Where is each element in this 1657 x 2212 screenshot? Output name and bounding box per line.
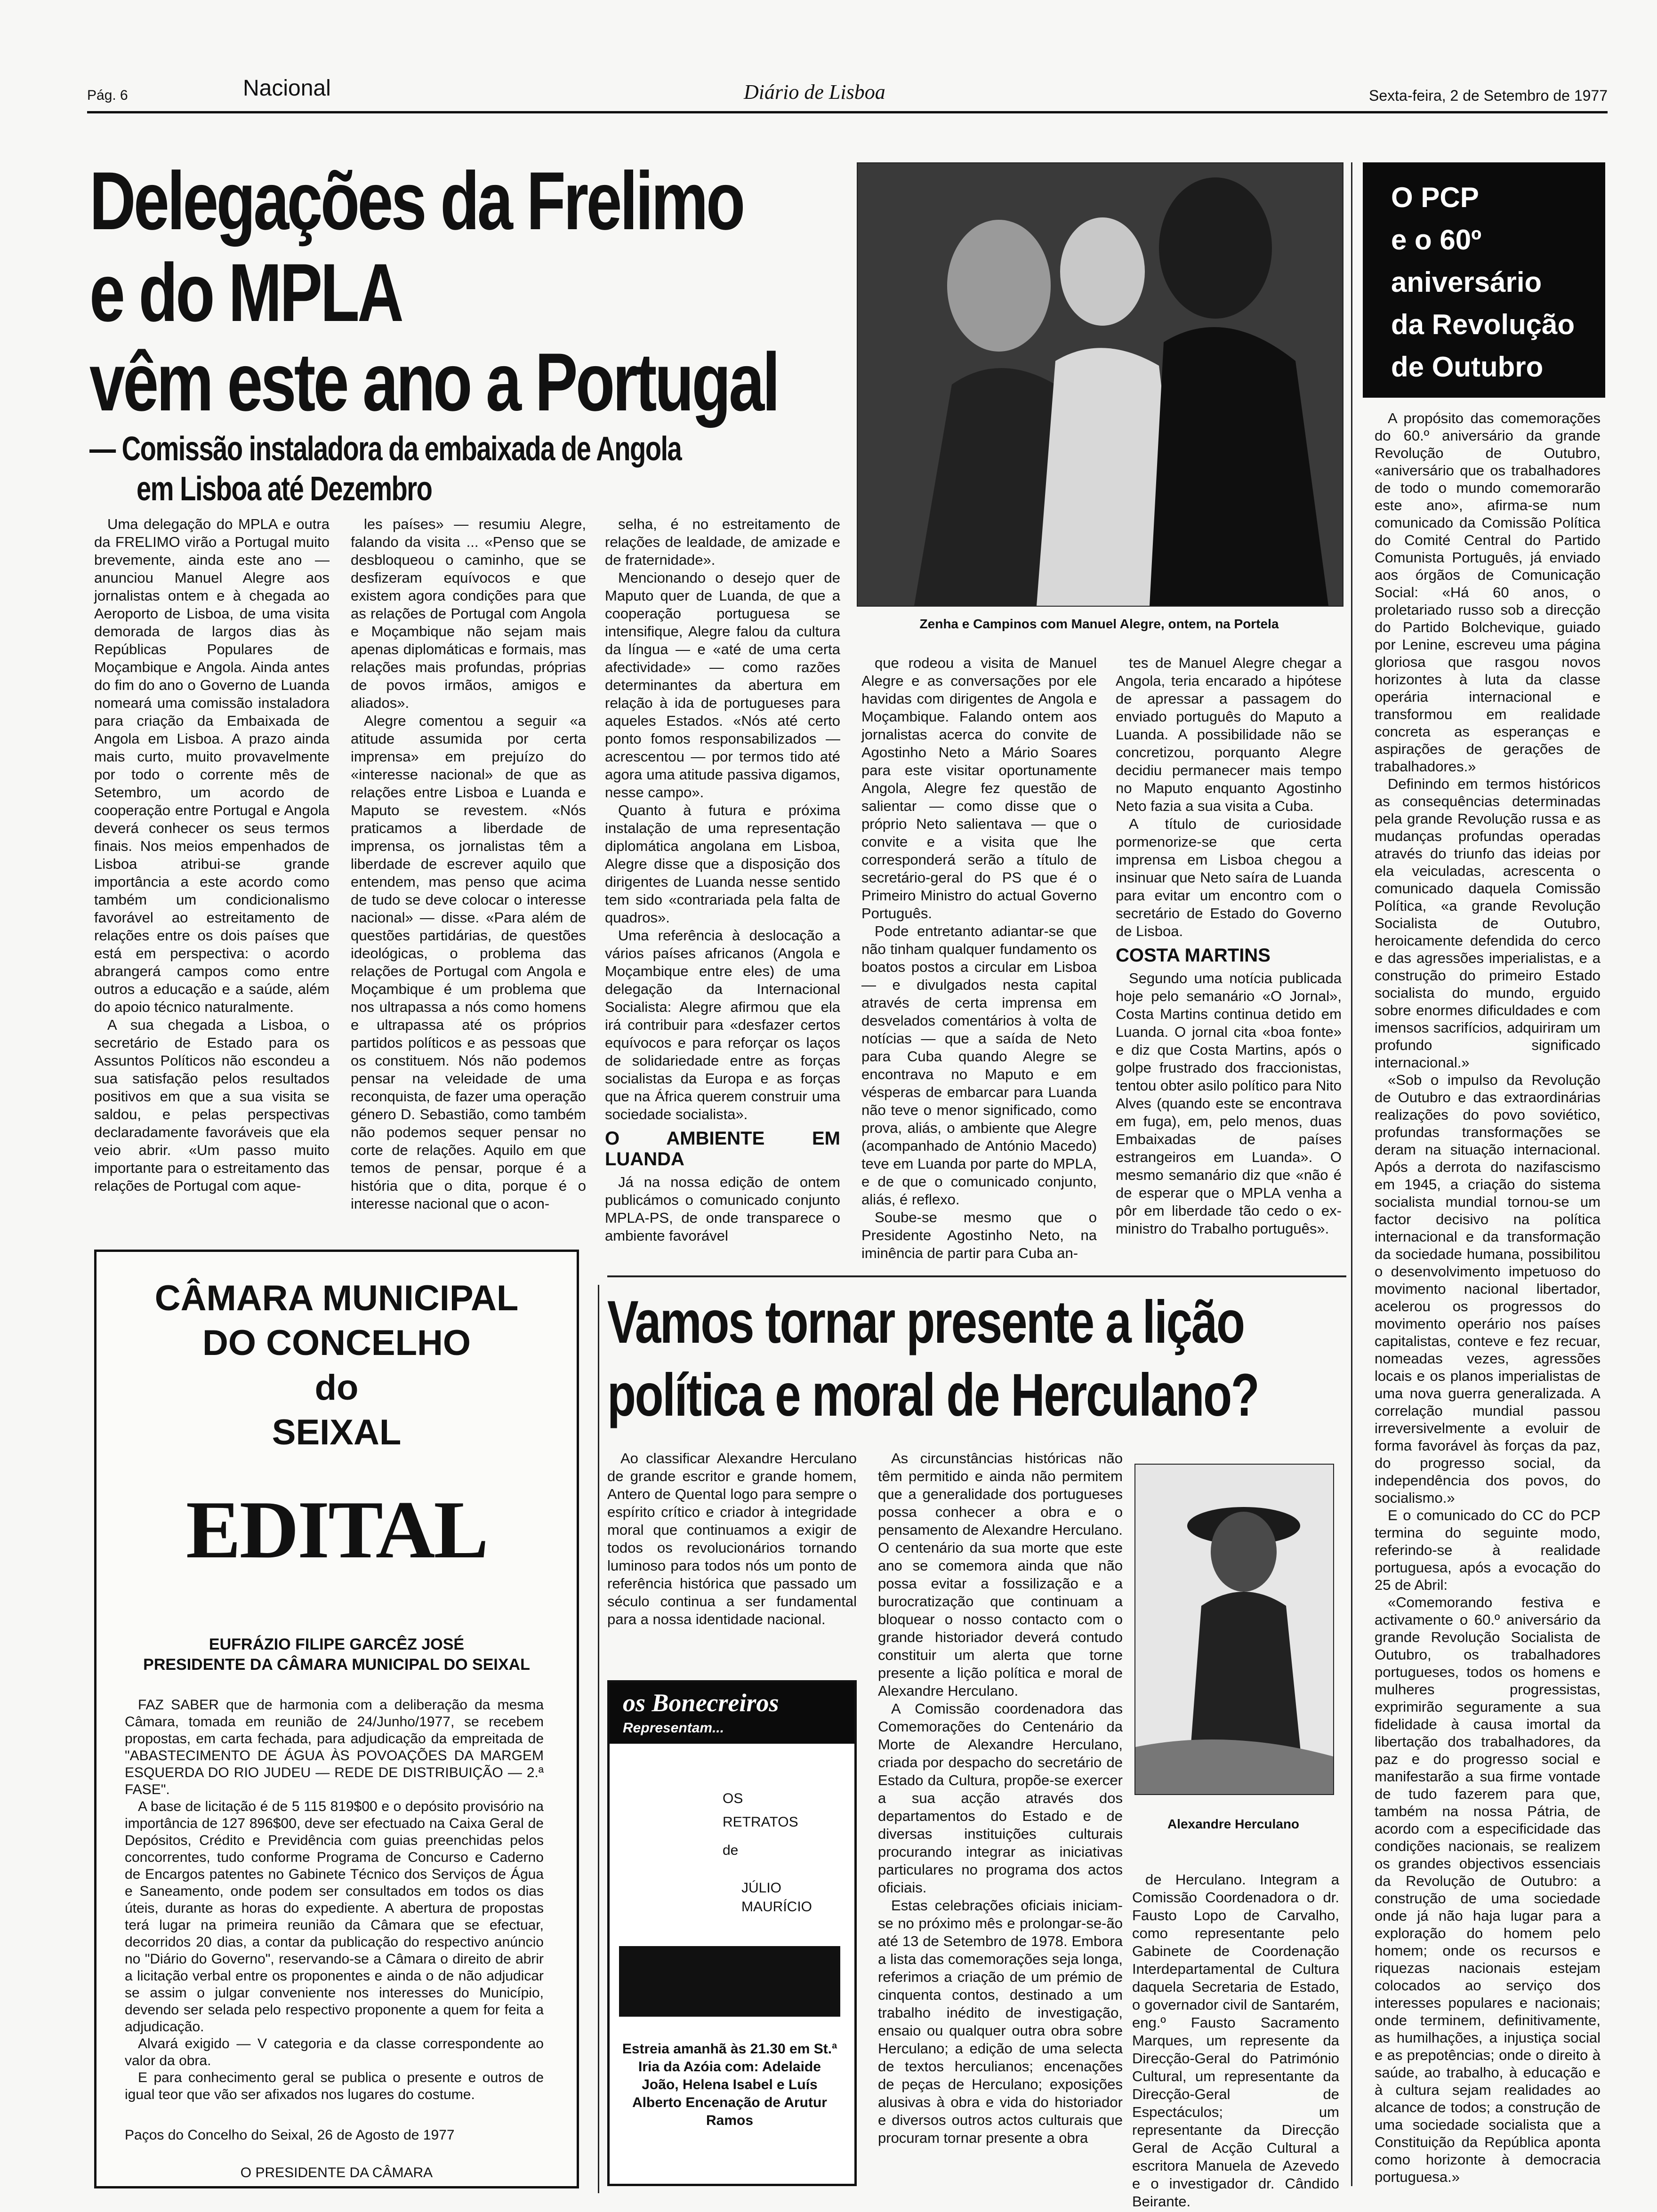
pcp-title-line-5: de Outubro [1391, 351, 1544, 383]
lead-paragraph: Segundo uma notícia publicada hoje pelo semanário «O Jornal», Costa Martins continua detido em Luanda. O jornal cita «boa fonte» e diz que Costa Martins, após o golpe frustrado dos fraccionistas, tentou obter asilo político para Nito Alves (quando este se encontrava em fuga), em, pelo menos, duas Embaixadas de países estrangeiros em Luanda». O mesmo semanário diz que «não é de esperar que o MPLA venha a pôr em liberdade tão cedo o ex-ministro do Trabalho português». [1116, 970, 1342, 1237]
pcp-paragraph: A propósito das comemorações do 60.º aniversário da grande Revolução de Outubro, «aniversário que os trabalhadores de todo o mundo comemorarão este ano», afirma-se num comunicado da Comissão Política do Comité Central do Partido Comunista Português, já enviado aos órgãos de Comunicação Social: «Há 60 anos, o proletariado russo sob a direcção do Partido Bolchevique, guiado por Lenine, escreveu uma página gloriosa que rasgou novos horizontes à luta da classe operária internacional e transformou em realidade concreta as esperanças e aspirações de gerações de trabalhadores.» [1375, 410, 1601, 775]
lead-paragraph: Soube-se mesmo que o Presidente Agostinho Neto, na iminência de partir para Cuba an- [861, 1209, 1097, 1261]
show-title-os: OS [723, 1791, 743, 1806]
edital-paragraph: FAZ SABER que de harmonia com a deliberação da mesma Câmara, tomada em reunião de 24/Junho/1977, se recebem propostas, em carta fechada, para adjudicação da empreitada de "ABASTECIMENTO DE ÁGUA ÀS POVOAÇÕES DA MARGEM ESQUERDA DO RIO JUDEU — REDE DE DISTRIBUIÇÃO — 2.ª FASE". [125, 1697, 544, 1797]
lead-paragraph: Uma referência à deslocação a vários países africanos (Angola e Moçambique entre eles) de uma delegação da Internacional Socialista: Alegre afirmou que ela irá contribuir para «desfazer certos equívocos e para reforçar os laços de solidariedade entre as forças socialistas da Europa e as forças que na África querem construir uma sociedade socialista». [605, 927, 840, 1122]
premiere-info: Estreia amanhã às 21.30 em St.ª Iria da Azóia com: Adelaide João, Helena Isabel e Luís Alberto Encenação de Arutur Ramos [622, 2041, 837, 2128]
lead-headline-line-2: e do MPLA [89, 247, 402, 339]
edital-paragraph: E para conhecimento geral se publica o presente e outros de igual teor que vão ser afixados nos lugares do costume. [125, 2070, 544, 2102]
lead-col-1 [94, 515, 330, 1195]
edital-box [94, 1250, 579, 2188]
lead-paragraph: A título de curiosidade pormenorize-se que certa imprensa em Lisboa chegou a insinuar que Neto saíra de Luanda para evitar um encontro com o secretário de Estado do Governo de Lisboa. [1116, 816, 1342, 939]
pcp-paragraph: «Comemorando festiva e activamente o 60.º aniversário da grande Revolução Socialista de Outubro, os trabalhadores portugueses, todos os homens e mulheres progressistas, exprimirão seguramente a sua fidelidade à causa imortal da libertação dos trabalhadores, da paz e do progresso social e manifestarão a sua firme vontade de tudo fazerem para que, também na nossa Pátria, de acordo com a especificidade das condições nacionais, se realizem os grandes objectivos essenciais da Revolução de Outubro: a construção de uma sociedade onde já não haja lugar para a exploração do homem pelo homem; onde os recursos e riquezas nacionais estejam colocados ao serviço dos interesses populares e nacionais; onde terminem, definitivamente, as humilhações, a injustiça social e as prepotências; onde o direito à saúde, ao trabalho, à educação e à cultura sejam realidades ao alcance de todos; a construção de uma sociedade socialista que a Constituição da República aponta como horizonte à democracia portuguesa.» [1375, 1594, 1601, 2185]
lead-photo [857, 162, 1343, 607]
edital-heading: EDITAL [185, 1484, 488, 1575]
herculano-paragraph: de Herculano. Integram a Comissão Coordenadora o dr. Fausto Lopo de Carvalho, como representante pelo Gabinete de Coordenação Interdepartamental de Cultura daquela Secretaria de Estado, o governador civil de Santarém, eng.º Fausto Sacramento Marques, um represente da Direcção-Geral do Património Cultural, um representante da Direcção-Geral de Espectáculos; um representante da Direcção Geral de Acção Cultural a escritora Manuela de Azevedo e o investigador dr. Cândido Beirante. [1132, 1871, 1339, 2210]
lead-headline-line-3: vêm este ano a Portugal [89, 337, 778, 428]
lead-paragraph: les países» — resumiu Alegre, falando da visita ... «Penso que se desbloqueou o caminho, que se desfizeram equívocos e que existem agora condições para que as relações de Portugal com Angola e Moçambique não sejam mais apenas diplomáticas e formais, mas relações mais profundas, próprias de povos irmãos, amigos e aliados». [351, 516, 586, 711]
pcp-title-line-1: O PCP [1391, 182, 1479, 213]
lead-paragraph: Pode entretanto adiantar-se que não tinham qualquer fundamento os boatos postos a circular em Lisboa — e divulgados nesta capital através de certa imprensa em desvelados comentários à volta de notícias — que a saída de Neto para Cuba quando Alegre se encontrava no Maputo e em vésperas de embarcar para Luanda não teve o menor significado, como prova, aliás, o ambiente que Alegre (acompanhado de António Macedo) teve em Luanda por parte do MPLA, e de que o comunicado conjunto, aliás, é reflexo. [861, 923, 1097, 1208]
herculano-paragraph: As circunstâncias históricas não têm permitido e ainda não permitem que a generalidade dos portugueses possa conhecer a obra e o pensamento de Alexandre Herculano. O centenário da sua morte que este ano se comemora ainda que não possa evitar a fossilização e a burocratização que continuam a bloquear o nosso contacto com o grande historiador deverá contudo constituir um alerta que torne presente a lição política e moral de Alexandre Herculano. [878, 1450, 1123, 1699]
lead-paragraph: Alegre comentou a seguir «a atitude assumida por certa imprensa» em prejuízo do «interesse nacional» de que as relações entre Lisboa e Luanda e Maputo se revestem. «Nós praticamos a liberdade de imprensa, os jornalistas têm a liberdade de escrever aquilo que entendem, mas penso que acima de tudo se deve colocar o interesse nacional» — disse. «Para além de questões partidárias, de questões ideológicas, o problema das relações de Portugal com Angola e Moçambique é um problema que nos ultrapassa a nós como homens e ultrapassa até os próprios partidos políticos e as pessoas que os constituem. Nós não podemos pensar na veleidade de uma reconquista, de fazer uma operação género D. Sebastião, como também não podemos sequer pensar no corte de relações. Aquilo em que temos de pensar, porque é a história que o dita, porque é o interesse nacional que o acon- [351, 713, 586, 1212]
edital-date-line: Paços do Concelho do Seixal, 26 de Agosto de 1977 [125, 2127, 455, 2143]
lead-paragraph: selha, é no estreitamento de relações de lealdade, de amizade e de fraternidade». [605, 516, 840, 568]
pcp-title-line-3: aniversário [1391, 266, 1542, 298]
edital-title-3: do [314, 1368, 359, 1408]
pcp-paragraph: Definindo em termos históricos as consequências determinadas pela grande Revolução russa e as mudanças profundas operadas através do triunfo das ideias por ela veiculadas, acrescenta o comunicado daquela Comissão Política, «a grande Revolução Socialista de Outubro, heroicamente defendida do cerco e das agressões imperialistas, e a construção do primeiro Estado socialista do mundo, erguido sobre enormes dificuldades e com imensos sacrifícios, adquiriram um profundo significado internacional.» [1375, 776, 1601, 1071]
divider [1351, 162, 1352, 2186]
herculano-paragraph: A Comissão coordenadora das Comemorações do Centenário da Morte de Alexandre Herculano, criada por despacho do secretário de Estado da Cultura, propõe-se exercer a sua acção através dos departamentos do Estado e de diversas instituições culturais procurando integrar as iniciativas particulares no programa dos actos oficiais. [878, 1700, 1123, 1896]
lead-subheadline-1: — Comissão instaladora da embaixada de Angola [89, 430, 682, 468]
lead-paragraph: Quanto à futura e próxima instalação de uma representação diplomática angolana em Lisboa, Alegre disse que a disposição dos dirigentes de Luanda nesse sentido tem sido «contrariada pela falta de quadros». [605, 802, 840, 926]
lead-subhead-ambiente: O AMBIENTE EM LUANDA [605, 1128, 840, 1170]
lead-paragraph: Uma delegação do MPLA e outra da FRELIMO virão a Portugal muito brevemente, ainda este ano — anunciou Manuel Alegre aos jornalistas ontem e à chegada ao Aeroporto de Lisboa, de uma visita demorada de largos dias às Repúblicas Populares de Moçambique e Angola. Ainda antes do fim do ano o Governo de Luanda nomeará uma comissão instaladora para criação da Embaixada de Angola em Lisboa. A prazo ainda mais curto, muito provavelmente por todo o corrente mês de Setembro, um acordo de cooperação entre Portugal e Angola deverá conhecer os seus termos finais. Nos meios empenhados de Lisboa atribui-se grande importância a este acordo como também um condicionalismo favorável ao estreitamento de relações entre os dois países que está em perspectiva: o acordo abrangerá campos como entre outros a educação e a saúde, além do apoio técnico naturalmente. [94, 516, 330, 1015]
bonecreiros-header [610, 1683, 854, 1744]
photo-silhouettes-icon [858, 163, 1343, 606]
lead-paragraph: que rodeou a visita de Manuel Alegre e as conversações por ele havidas com dirigentes de Angola e Moçambique. Falando ontem aos jornalistas acerca do convite de Agostinho Neto a Mário Soares para este visitar oportunamente Angola, Alegre fez questão de salientar — como disse que o próprio Neto salientava — que o convite e a visita que lhe corresponderá serão a título de secretário-geral do PS que é o Primeiro Ministro do actual Governo Português. [861, 655, 1097, 922]
lead-headline-line-1: Delegações da Frelimo [89, 155, 743, 247]
lead-col-3 [605, 515, 840, 1245]
lead-subheadline-2: em Lisboa até Dezembro [137, 470, 432, 508]
show-title-de: de [723, 1843, 739, 1858]
issue-date: Sexta-feira, 2 de Setembro de 1977 [1369, 87, 1608, 104]
lead-paragraph: tes de Manuel Alegre chegar a Angola, teria encarado a hipótese de apressar a passagem do enviado português do Maputo a Luanda. A possibilidade não se concretizou, porquanto Alegre decidiu permanecer mais tempo no Maputo enquanto Agostinho Neto fazia a sua visita a Cuba. [1116, 655, 1342, 814]
edital-title-1: CÂMARA MUNICIPAL [154, 1278, 519, 1318]
newspaper-name: Diário de Lisboa [744, 80, 885, 104]
section-name: Nacional [243, 76, 331, 101]
edital-body [125, 1697, 544, 2103]
header-rule [87, 111, 1608, 113]
bonecreiros-ad [607, 1680, 857, 2186]
pcp-title-box [1363, 162, 1605, 398]
ad-dark-panel [619, 1946, 840, 2017]
edital-signature: O PRESIDENTE DA CÂMARA [240, 2165, 433, 2180]
lead-subhead-costa-martins: COSTA MARTINS [1116, 945, 1271, 966]
herculano-paragraph: Estas celebrações oficiais iniciam-se no próximo mês e prolongar-se-ão até 13 de Setembro de 1978. Embora a lista das comemorações seja longa, referimos a criação de um prémio de cinquenta contos, destinado a um trabalho inédito de investigação, ensaio ou qualquer outra obra sobre Herculano; a edição de uma selecta de textos herculianos; encenações de peças de Herculano; exposições alusivas à obra e vida do historiador e diversos outros actos culturais que procuram tornar presente a obra [878, 1897, 1123, 2146]
herculano-col-1 [607, 1450, 857, 1628]
lead-photo-caption: Zenha e Campinos com Manuel Alegre, ontem, na Portela [919, 617, 1279, 631]
page-number: Pág. 6 [87, 88, 128, 103]
herculano-headline-1: Vamos tornar presente a lição [607, 1289, 1244, 1356]
edital-title-2: DO CONCELHO [202, 1323, 471, 1363]
lead-paragraph: Mencionando o desejo quer de Maputo quer de Luanda, de que a cooperação portuguesa se intensifique, Alegre falou da cultura da língua — e «até de uma certa afectividade» — como razões determinantes da abertura em relação à ida de portugueses para aqueles Estados. «Nós até certo ponto fomos responsabilizados — acrescentou — por termos tido até agora uma atitude passiva digamos, nesse campo». [605, 569, 840, 801]
edital-paragraph: Alvará exigido — V categoria e da classe correspondente ao valor da obra. [125, 2036, 544, 2068]
herculano-col-3 [1132, 1871, 1339, 2211]
edital-president-title: PRESIDENTE DA CÂMARA MUNICIPAL DO SEIXAL [143, 1656, 530, 1674]
herculano-headline-2: política e moral de Herculano? [607, 1362, 1259, 1429]
lead-col-2 [351, 515, 586, 1213]
herculano-portrait [1134, 1464, 1334, 1795]
bonecreiros-presents: Representam... [623, 1720, 724, 1736]
pcp-body [1375, 409, 1601, 2186]
edital-president-name: EUFRÁZIO FILIPE GARCÊZ JOSÉ [209, 1635, 465, 1653]
pcp-paragraph: «Sob o impulso da Revolução de Outubro e das extraordinárias realizações do povo soviético, profundas transformações se deram na situação internacional. Após a derrota do nazifascismo em 1945, a criação do sistema socialista mundial tornou-se um factor decisivo na política internacional e da transformação da sociedade humana, possibilitou o desenvolvimento impetuoso do movimento nacional libertador, acelerou os progressos do movimento operário nos países capitalistas, conteve e fez recuar, nomeadas vezes, agressões locais e os planos imperialistas de uma nova guerra generalizada. A correlação mundial passou irreversivelmente a evoluir de forma favorável às forças da paz, do progresso social, da independência dos povos, do socialismo.» [1375, 1072, 1601, 1506]
lead-col-4 [861, 654, 1097, 1262]
lead-col-5 [1116, 654, 1342, 1238]
pcp-title-line-2: e o 60º [1391, 224, 1482, 256]
portrait-figure-icon [1135, 1465, 1333, 1794]
lead-paragraph: Já na nossa edição de ontem publicámos o comunicado conjunto MPLA-PS, de onde transparece o ambiente favorável [605, 1174, 840, 1244]
show-title-retratos: RETRATOS [723, 1814, 798, 1830]
divider [598, 1285, 599, 2193]
herculano-paragraph: Ao classificar Alexandre Herculano de grande escritor e grande homem, Antero de Quental logo para sempre o espírito crítico e criador à integridade moral que continuamos a exigir de todos os revolucionários tornando luminoso para todos nós um ponto de referência histórica que passado um século continua a ser fundamental para a nossa identidade nacional. [607, 1450, 857, 1627]
show-author-last: MAURÍCIO [741, 1899, 812, 1915]
divider [607, 1275, 1346, 1277]
pcp-title-line-4: da Revolução [1391, 309, 1575, 340]
edital-paragraph: A base de licitação é de 5 115 819$00 e o depósito provisório na importância de 127 896$00, deve ser efectuado na Caixa Geral de Depósitos, Crédito e Previdência com guias preenchidas pelos concorrentes, tudo conforme Programa de Concurso e Caderno de Encargos patentes no Gabinete Técnico dos Serviços de Água e Saneamento, onde podem ser consultados em todos os dias úteis, durante as horas do expediente. A abertura de propostas terá lugar na primeira reunião da Câmara que se efectuar, decorridos 20 dias, a contar da publicação do respectivo anúncio no "Diário do Governo", reservando-se a Câmara o direito de abrir a licitação verbal entre os proponentes e ainda o de não adjudicar se assim o julgar conveniente nos interesses do Município, devendo ser selada pelo respectivo proponente a quem for feita a adjudicação. [125, 1799, 544, 2035]
lead-paragraph: A sua chegada a Lisboa, o secretário de Estado para os Assuntos Políticos não escondeu a sua satisfação pelos resultados positivos em que a sua visita se saldou, e pelas perspectivas declaradamente favoráveis que ela veio abrir. «Um passo muito importante para o estreitamento das relações de Portugal com aque- [94, 1017, 330, 1194]
edital-title-4: SEIXAL [272, 1412, 402, 1452]
show-author-first: JÚLIO [741, 1880, 782, 1896]
bonecreiros-brand: os Bonecreiros [623, 1689, 779, 1717]
herculano-photo-caption: Alexandre Herculano [1167, 1817, 1300, 1831]
pcp-paragraph: E o comunicado do CC do PCP termina do seguinte modo, referindo-se à realidade portuguesa, após a evocação do 25 de Abril: [1375, 1507, 1601, 1593]
herculano-col-2 [878, 1450, 1123, 2147]
